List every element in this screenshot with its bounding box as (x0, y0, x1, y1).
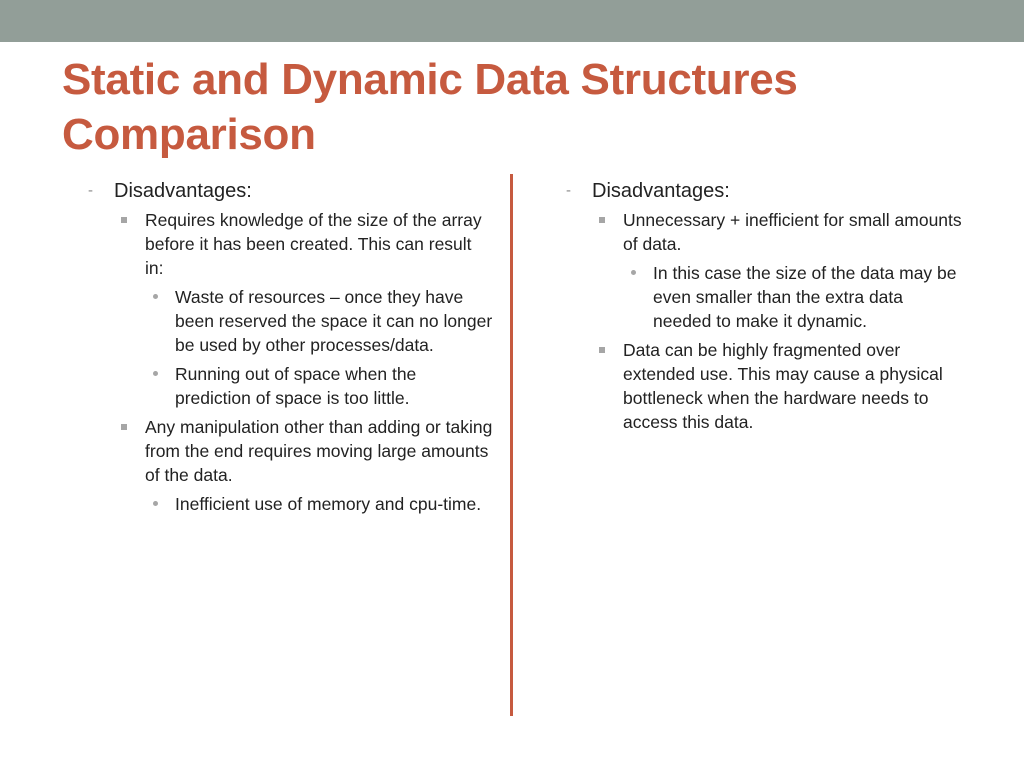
left-bullet-1-sub-1-text: Waste of resources – once they have been reserved the space it can no longer be used by other processes/data. (175, 287, 493, 355)
right-bullet-1 (596, 208, 966, 256)
right-bullet-1-sub-1-text: In this case the size of the data may be even smaller than the extra data needed to make it dynamic. (653, 263, 957, 331)
top-bar (0, 0, 1024, 42)
square-bullet-icon (599, 217, 605, 223)
slide-title-line-1: Static and Dynamic Data Structures (62, 55, 798, 104)
right-bullet-2 (596, 338, 966, 434)
left-bullet-1 (118, 208, 493, 280)
dot-bullet-icon (153, 501, 158, 506)
slide-title (62, 52, 962, 162)
left-bullet-1-text: Requires knowledge of the size of the array before it has been created. This can result in: (145, 210, 482, 278)
left-bullet-2-sub-1 (149, 492, 493, 516)
left-column (88, 178, 493, 521)
right-bullet-1-sub-1 (627, 261, 966, 333)
left-bullet-2-text: Any manipulation other than adding or taking from the end requires moving large amounts of the data. (145, 417, 493, 485)
right-bullet-2-text: Data can be highly fragmented over extended use. This may cause a physical bottleneck when the hardware needs to access this data. (623, 340, 943, 432)
right-heading-text: Disadvantages: (592, 180, 730, 202)
square-bullet-icon (121, 217, 127, 223)
square-bullet-icon (121, 424, 127, 430)
left-bullet-1-sub-1 (149, 285, 493, 357)
dash-bullet-icon: - (88, 182, 93, 199)
right-bullet-1-text: Unnecessary + inefficient for small amounts of data. (623, 210, 962, 254)
slide-title-line-2: Comparison (62, 110, 316, 159)
left-bullet-1-sub-2-text: Running out of space when the prediction of space is too little. (175, 364, 417, 408)
left-bullet-1-sub-2 (149, 362, 493, 410)
left-bullet-2-sub-1-text: Inefficient use of memory and cpu-time. (175, 494, 482, 514)
right-column (566, 178, 966, 439)
left-bullet-2 (118, 415, 493, 487)
dot-bullet-icon (153, 371, 158, 376)
dash-bullet-icon: - (566, 182, 571, 199)
column-divider (510, 174, 513, 716)
dot-bullet-icon (153, 294, 158, 299)
square-bullet-icon (599, 347, 605, 353)
left-heading-text: Disadvantages: (114, 180, 252, 202)
right-heading (566, 178, 966, 204)
left-heading (88, 178, 493, 204)
dot-bullet-icon (631, 270, 636, 275)
